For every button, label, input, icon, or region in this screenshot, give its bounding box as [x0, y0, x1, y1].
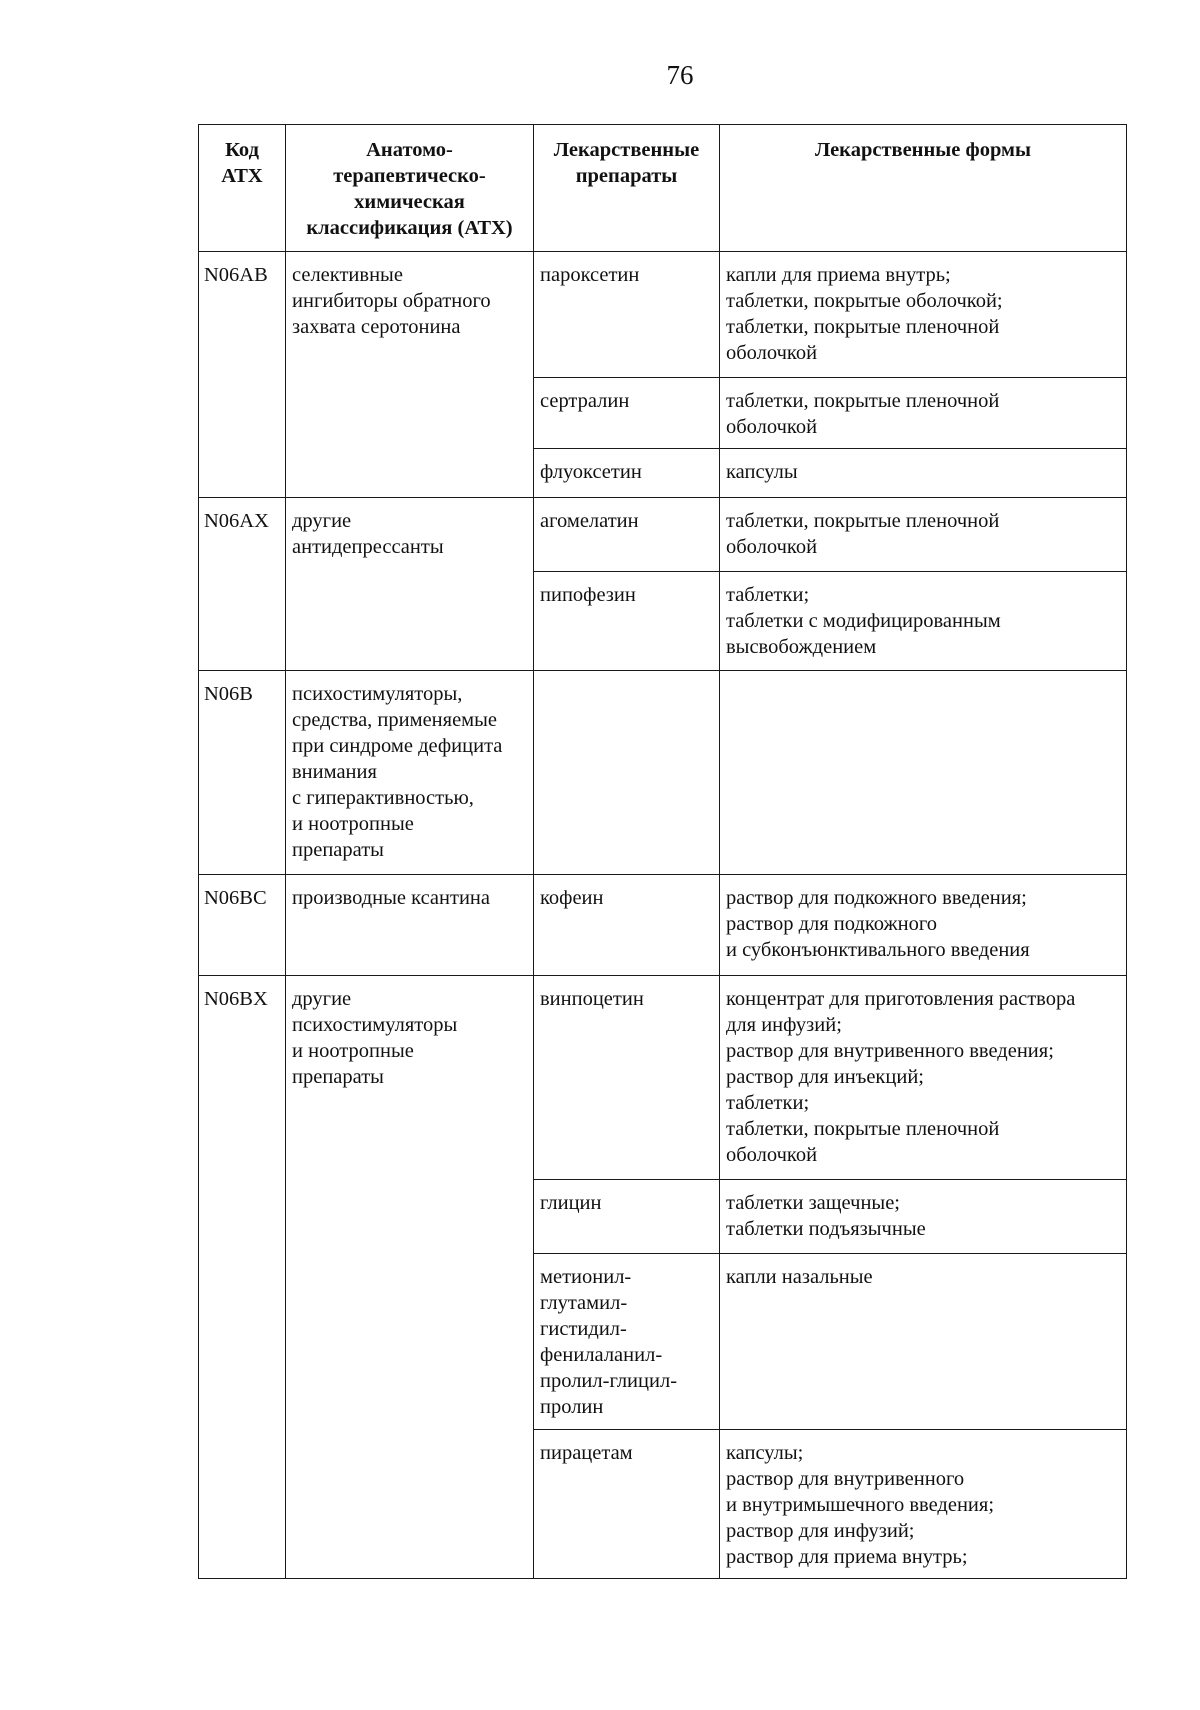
dosage-forms-cell: таблетки, покрытые пленочной оболочкой — [720, 378, 1127, 449]
dosage-forms-cell — [720, 671, 1127, 875]
drug-name-cell: пипофезин — [534, 572, 720, 671]
drug-name-cell: кофеин — [534, 875, 720, 976]
atx-code-cell: N06AX — [199, 498, 286, 671]
drug-name-cell: метионил- глутамил- гистидил- фенилаланил- пролил-глицил- пролин — [534, 1254, 720, 1430]
drug-name-cell: пароксетин — [534, 252, 720, 378]
dosage-forms-cell: таблетки; таблетки с модифицированным высвобождением — [720, 572, 1127, 671]
dosage-forms-cell: капли для приема внутрь; таблетки, покрытые оболочкой; таблетки, покрытые пленочной оболочкой — [720, 252, 1127, 378]
header-forms: Лекарственные формы — [720, 125, 1127, 252]
classification-cell: психостимуляторы, средства, применяемые при синдроме дефицита внимания с гиперактивностью, и ноотропные препараты — [286, 671, 534, 875]
table-header — [199, 125, 1127, 252]
dosage-forms-cell: таблетки защечные; таблетки подъязычные — [720, 1180, 1127, 1254]
table-row — [199, 498, 1127, 572]
table-row — [199, 875, 1127, 976]
table-row — [199, 671, 1127, 875]
dosage-forms-cell: таблетки, покрытые пленочной оболочкой — [720, 498, 1127, 572]
dosage-forms-cell: капсулы; раствор для внутривенного и внутримышечного введения; раствор для инфузий; раствор для приема внутрь; — [720, 1430, 1127, 1579]
drug-name-cell: глицин — [534, 1180, 720, 1254]
table-body — [199, 252, 1127, 1579]
table-row — [199, 976, 1127, 1180]
atx-code-cell: N06BX — [199, 976, 286, 1579]
header-row — [199, 125, 1127, 252]
drug-name-cell: винпоцетин — [534, 976, 720, 1180]
header-classification: Анатомо- терапевтическо- химическая классификация (АТХ) — [286, 125, 534, 252]
drug-name-cell — [534, 671, 720, 875]
dosage-forms-cell: раствор для подкожного введения; раствор для подкожного и субконъюнктивального введения — [720, 875, 1127, 976]
drug-name-cell: сертралин — [534, 378, 720, 449]
drug-name-cell: пирацетам — [534, 1430, 720, 1579]
classification-cell: другие антидепрессанты — [286, 498, 534, 671]
atx-code-cell: N06AB — [199, 252, 286, 498]
dosage-forms-cell: концентрат для приготовления раствора для инфузий; раствор для внутривенного введения; раствор для инъекций; таблетки; таблетки, покрытые пленочной оболочкой — [720, 976, 1127, 1180]
classification-cell: селективные ингибиторы обратного захвата серотонина — [286, 252, 534, 498]
drug-name-cell: флуоксетин — [534, 449, 720, 498]
classification-cell: другие психостимуляторы и ноотропные препараты — [286, 976, 534, 1579]
dosage-forms-cell: капсулы — [720, 449, 1127, 498]
atx-code-cell: N06B — [199, 671, 286, 875]
drug-name-cell: агомелатин — [534, 498, 720, 572]
header-code: Код АТХ — [199, 125, 286, 252]
atx-code-cell: N06BC — [199, 875, 286, 976]
atx-table — [198, 124, 1127, 1579]
page-number: 76 — [666, 60, 694, 90]
dosage-forms-cell: капли назальные — [720, 1254, 1127, 1430]
header-drugs: Лекарственные препараты — [534, 125, 720, 252]
classification-cell: производные ксантина — [286, 875, 534, 976]
table-row — [199, 252, 1127, 378]
